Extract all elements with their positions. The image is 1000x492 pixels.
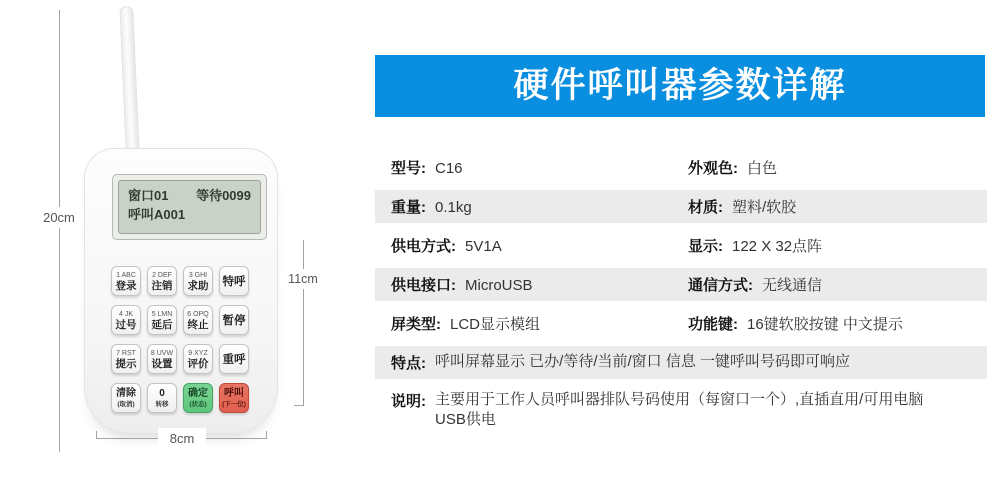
key-call-next[interactable] [219,383,249,413]
spec-description [391,390,987,430]
key-3-help[interactable] [183,266,213,296]
spec-label: 型号: [391,160,426,177]
panel-height-dimension-line [303,240,304,406]
key-7-hint[interactable] [111,344,141,374]
key-function-label: 清除 [116,387,136,399]
spec-label: 材质: [688,199,723,216]
key-sub-label: (下一位) [222,400,246,408]
key-function-label: 评价 [187,357,209,370]
spec-value: 呼叫屏幕显示 已办/等待/当前/窗口 信息 一键呼叫号码即可响应 [435,353,851,370]
key-2-logout[interactable] [147,266,177,296]
key-digit-label: 2 DEF [152,271,172,279]
title-banner [375,55,985,117]
key-sub-label: (状态) [189,400,207,408]
key-digit-label: 1 ABC [116,271,136,279]
panel-height-dimension-tick [294,405,304,406]
spec-label: 外观色: [688,160,738,177]
spec-value: 无线通信 [762,277,823,294]
spec-value: 16键软胶按键 中文提示 [747,316,903,333]
spec-weight [391,196,688,217]
key-digit-label: 6 OPQ [187,310,209,318]
spec-row-screen-type [375,307,987,340]
width-dimension-tick-right [266,431,267,439]
key-function-label: 登录 [115,279,137,292]
key-function-label: 注销 [151,279,173,292]
key-6-terminate[interactable] [183,305,213,335]
key-function-label: 提示 [115,357,137,370]
spec-power-port [391,274,688,295]
spec-value: C16 [435,160,463,177]
key-confirm-status[interactable] [183,383,213,413]
key-digit-label: 7 RST [116,349,136,357]
lcd-waiting-text: 等待0099 [196,188,251,203]
key-digit-label: 0 [159,387,165,399]
key-function-label: 呼叫 [224,387,244,399]
key-8-settings[interactable] [147,344,177,374]
lcd-calling-text: 呼叫A001 [128,207,186,222]
page-title: 硬件呼叫器参数详解 [513,66,847,105]
spec-screen-type [391,313,688,334]
spec-label: 供电方式: [391,238,456,255]
spec-value: 0.1kg [435,199,472,216]
key-function-label: 暂停 [222,315,246,327]
key-recall[interactable] [219,344,249,374]
key-clear-cancel[interactable] [111,383,141,413]
spec-label: 供电接口: [391,277,456,294]
lcd-window-text: 窗口01 [128,188,169,203]
spec-value: 主要用于工作人员呼叫器排队号码使用（每窗口一个）,直插直用/可用电脑USB供电 [435,391,924,428]
key-0-transfer[interactable] [147,383,177,413]
key-5-postpone[interactable] [147,305,177,335]
spec-label: 重量: [391,199,426,216]
spec-row-weight [375,190,987,223]
key-special-call[interactable] [219,266,249,296]
lcd-screen [118,180,261,234]
lcd-bezel [112,174,267,240]
key-1-login[interactable] [111,266,141,296]
device-antenna [119,6,140,160]
spec-row-model [375,151,987,184]
spec-value: LCD显示模组 [450,316,541,333]
key-digit-label: 4 JK [118,310,133,318]
key-function-label: 确定 [188,387,208,399]
spec-power-mode [391,235,688,256]
key-function-label: 过号 [115,318,137,331]
spec-label: 通信方式: [688,277,753,294]
spec-table [375,151,987,437]
key-digit-label: 5 LMN [151,310,173,318]
key-pause[interactable] [219,305,249,335]
key-function-label: 终止 [187,318,209,331]
spec-value: 白色 [747,160,778,177]
spec-label: 屏类型: [391,316,441,333]
key-4-skip[interactable] [111,305,141,335]
key-sub-label: (取消) [117,400,135,408]
key-digit-label: 8 UVW [150,349,174,357]
spec-value: 122 X 32点阵 [732,238,823,255]
key-function-label: 转移 [155,400,169,408]
spec-material [688,196,987,217]
spec-label: 特点: [391,355,426,372]
spec-appearance-color [688,157,987,178]
spec-label: 功能键: [688,316,738,333]
panel-height-dimension-label: 11cm [281,269,325,289]
height-dimension-line [59,10,60,452]
key-function-label: 特呼 [222,276,246,288]
key-function-label: 重呼 [222,354,246,366]
spec-value: 塑料/软胶 [732,199,797,216]
device-body [84,148,278,434]
spec-row-power-port [375,268,987,301]
key-function-label: 求助 [187,279,209,292]
height-dimension-label: 20cm [34,207,84,228]
key-9-evaluate[interactable] [183,344,213,374]
spec-features [391,352,987,373]
key-function-label: 延后 [151,318,173,331]
spec-communication [688,274,987,295]
spec-label: 说明: [391,393,426,410]
key-digit-label: 3 GHI [188,271,208,279]
spec-function-keys [688,313,987,334]
width-dimension-label: 8cm [158,428,206,449]
spec-row-features [375,346,987,379]
spec-row-power-mode [375,229,987,262]
spec-value: 5V1A [465,238,502,255]
spec-model [391,157,688,178]
key-function-label: 设置 [151,357,173,370]
spec-label: 显示: [688,238,723,255]
key-digit-label: 9 XYZ [188,349,208,357]
device-keypad [111,266,249,413]
spec-display [688,235,987,256]
spec-value: MicroUSB [465,277,533,294]
spec-row-description [375,385,987,431]
width-dimension-tick-left [96,431,97,439]
